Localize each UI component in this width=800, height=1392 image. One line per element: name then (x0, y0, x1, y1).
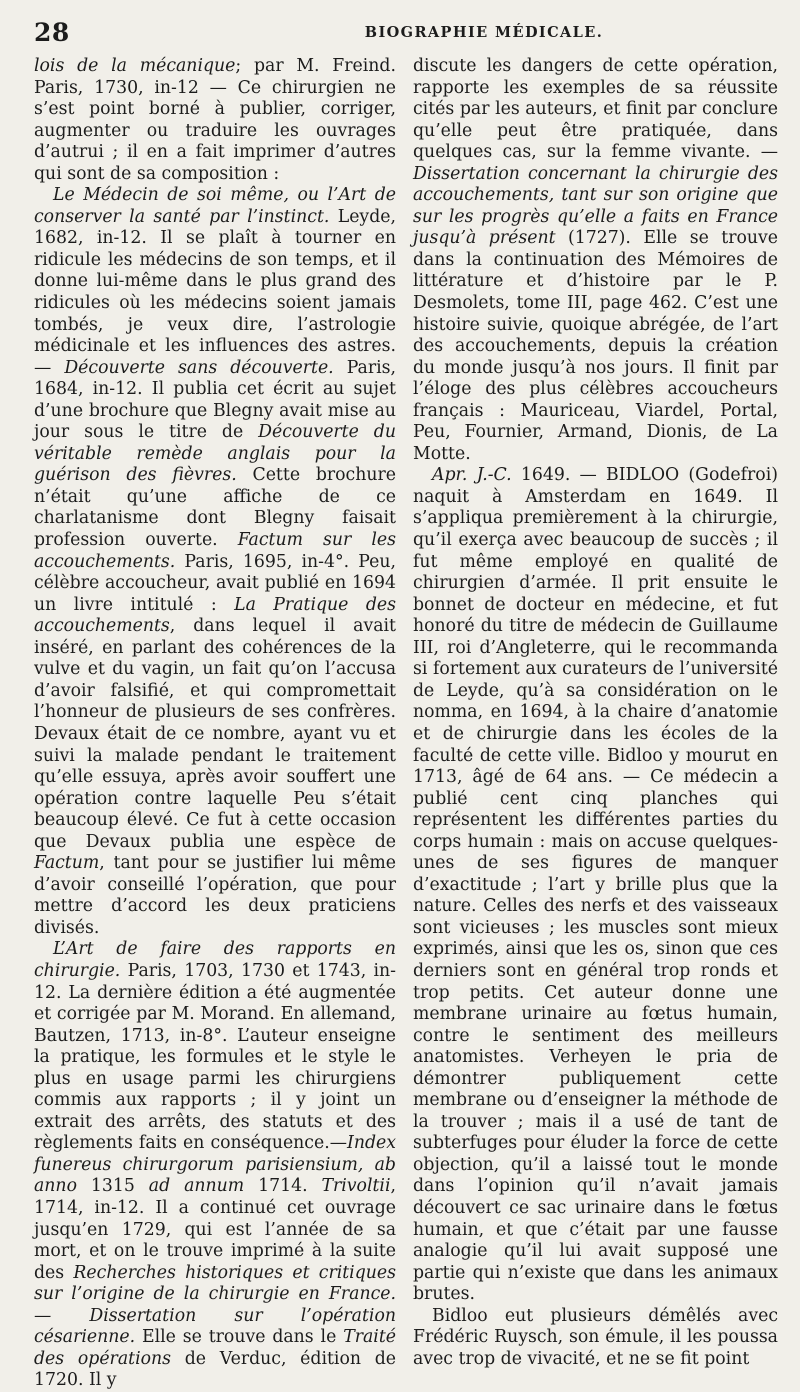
paragraph: Bidloo eut plusieurs démêlés avec Frédéric Ruysch, son émule, il les poussa avec trop de vivacité, et ne se fit point (413, 1305, 778, 1369)
page-header (34, 16, 774, 52)
paragraph: Le Médecin de soi même, ou l’Art de conserver la santé par l’instinct. Leyde, 1682, in-12. Il se plaît à tourner en ridicule les médecins de son temps, et il donne lui-même dans le plus grand des ridicules où les médecins soient jamais tombés, je veux dire, l’astrologie médicinale et les influences des astres. — Découverte sans découverte. Paris, 1684, in-12. Il publia cet écrit au sujet d’une brochure que Blegny avait mise au jour sous le titre de Découverte du véritable remède anglais pour la guérison des fièvres. Cette brochure n’était qu’une affiche de ce charlatanisme dont Blegny faisait profession ouverte. Factum sur les accouchements. Paris, 1695, in-4°. Peu, célèbre accoucheur, avait publié en 1694 un livre intitulé : La Pratique des accouchements, dans lequel il avait inséré, en parlant des cohérences de la vulve et du vagin, un fait qu’on l’accusa d’avoir falsifié, et qui compromettait l’honneur de plusieurs de ses confrères. Devaux était de ce nombre, ayant vu et suivi la malade pendant le traitement qu’elle essuya, après avoir souffert une opération contre laquelle Peu s’était beaucoup élevé. Ce fut à cette occasion que Devaux publia une espèce de Factum, tant pour se justifier lui même d’avoir conseillé l’opération, que pour mettre d’accord les deux praticiens divisés. (34, 185, 397, 938)
running-title: BIOGRAPHIE MÉDICALE. (364, 24, 604, 41)
right-column (413, 56, 778, 1370)
paragraph: lois de la mécanique; par M. Freind. Paris, 1730, in-12 — Ce chirurgien ne s’est point borné à publier, corriger, augmenter ou traduire les ouvrages d’autrui ; il en a fait imprimer d’autres qui sont de sa composition : (34, 56, 396, 184)
page-number: 28 (34, 18, 70, 47)
paragraph: L’Art de faire des rapports en chirurgie. Paris, 1703, 1730 et 1743, in-12. La dernière édition a été augmentée et corrigée par M. Morand. En allemand, Bautzen, 1713, in-8°. L’auteur enseigne la pratique, les formules et le style le plus en usage parmi les chirurgiens commis aux rapports ; il y joint un extrait des arrêts, des statuts et des règlements faits en conséquence.—Index funereus chirurgorum parisiensium, ab anno 1315 ad annum 1714. Trivoltii, 1714, in-12. Il a continué cet ouvrage jusqu’en 1729, qui est l’année de sa mort, et on le trouve imprimé à la suite des Recherches historiques et critiques sur l’origine de la chirurgie en France. — Dissertation sur l’opération césarienne. Elle se trouve dans le Traité des opérations de Verduc, édition de 1720. Il y (34, 939, 396, 1391)
paragraph: discute les dangers de cette opération, rapporte les exemples de sa réussite cités par les auteurs, et finit par conclure qu’elle peut être pratiquée, dans quelques cas, sur la femme vivante. — Dissertation concernant la chirurgie des accouchements, tant sur son origine que sur les progrès qu’elle a faits en France jusqu’à présent (1727). Elle se trouve dans la continuation des Mémoires de littérature et d’histoire par le P. Desmolets, tome III, page 462. C’est une histoire suivie, quoique abrégée, de l’art des accouchements, depuis la création du monde jusqu’à nos jours. Il finit par l’éloge des plus célèbres accoucheurs français : Mauriceau, Viardel, Portal, Peu, Fournier, Armand, Dionis, de La Motte. (413, 56, 778, 464)
paragraph: Apr. J.-C. 1649. — BIDLOO (Godefroi) naquit à Amsterdam en 1649. Il s’appliqua premièrement à la chirurgie, qu’il exerça avec beaucoup de succès ; il fut même employé en qualité de chirurgien d’armée. Il prit ensuite le bonnet de docteur en médecine, et fut honoré du titre de médecin de Guillaume III, roi d’Angleterre, qui le recommanda si fortement aux curateurs de l’université de Leyde, qu’à sa considération on le nomma, en 1694, à la chaire d’anatomie et de chirurgie dans les écoles de la faculté de cette ville. Bidloo y mourut en 1713, âgé de 64 ans. — Ce médecin a publié cent cinq planches qui représentent les différentes parties du corps humain : mais on accuse quelques-unes de ses figures de manquer d’exactitude ; l’art y brille plus que la nature. Celles des nerfs et des vaisseaux sont vicieuses ; les muscles sont mieux exprimés, ainsi que les os, sinon que ces derniers sont en général trop ronds et trop petits. Cet auteur donne une membrane urinaire au fœtus humain, contre le sentiment des meilleurs anatomistes. Verheyen le pria de démontrer publiquement cette membrane ou d’enseigner la méthode de la trouver ; mais il a usé de tant de subterfuges pour éluder la force de cette objection, qu’il a laissé tout le monde dans l’opinion qu’il n’avait jamais découvert ce sac urinaire dans le fœtus humain, et que c’était par une fausse analogie qu’il lui avait supposé une partie qui n’existe que dans les animaux brutes. (413, 465, 778, 1305)
left-column (34, 56, 396, 1392)
